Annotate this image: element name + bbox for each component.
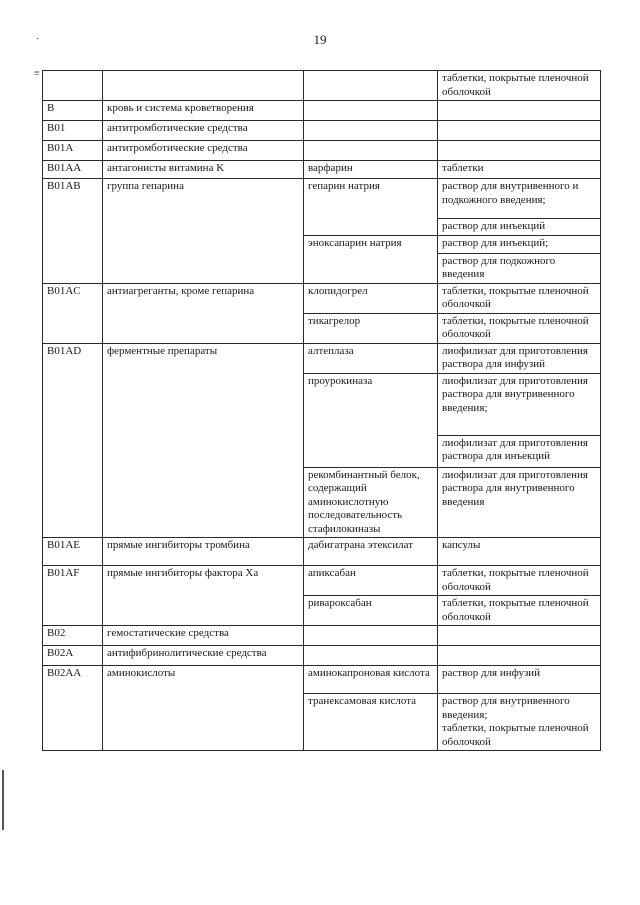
dosage-form <box>438 121 601 141</box>
dosage-form: лиофилизат для приготовления раствора для инфузий <box>438 343 601 373</box>
dosage-form <box>438 141 601 161</box>
atc-group: антитромботические средства <box>103 121 304 141</box>
dosage-form <box>438 101 601 121</box>
atc-code: B01AA <box>43 161 103 179</box>
table-row <box>43 161 601 179</box>
table-row <box>43 101 601 121</box>
drug-name: апиксабан <box>304 566 438 596</box>
drug-name <box>304 101 438 121</box>
atc-code: B01AB <box>43 179 103 284</box>
drug-name <box>304 121 438 141</box>
dosage-form: раствор для внутривенного и подкожного введения; <box>438 179 601 219</box>
table-row <box>43 343 601 373</box>
dosage-form: таблетки, покрытые пленочной оболочкой <box>438 596 601 626</box>
dosage-form: лиофилизат для приготовления раствора для инъекций <box>438 435 601 467</box>
atc-code: B02AA <box>43 666 103 751</box>
drug-name <box>304 141 438 161</box>
drug-name: алтеплаза <box>304 343 438 373</box>
atc-code: B01AE <box>43 538 103 566</box>
table-row <box>43 179 601 219</box>
dosage-form <box>438 646 601 666</box>
atc-code: B01AF <box>43 566 103 626</box>
dosage-form: таблетки, покрытые пленочной оболочкой <box>438 566 601 596</box>
dosage-form: раствор для инъекций; <box>438 235 601 253</box>
drug-name <box>304 626 438 646</box>
table-row <box>43 626 601 646</box>
drug-name <box>304 71 438 101</box>
scan-edge-mark <box>2 770 4 830</box>
dosage-form: капсулы <box>438 538 601 566</box>
drug-name: рекомбинантный белок, содержащий аминокислотную последовательность стафилокиназы <box>304 467 438 538</box>
drug-name: транексамовая кислота <box>304 694 438 751</box>
drug-name <box>304 646 438 666</box>
atc-code: B02 <box>43 626 103 646</box>
dosage-form: таблетки <box>438 161 601 179</box>
drug-name: аминокапроновая кислота <box>304 666 438 694</box>
drug-name: гепарин натрия <box>304 179 438 236</box>
atc-code: B01AD <box>43 343 103 538</box>
drug-list-table <box>42 70 601 751</box>
page-number: 19 <box>313 32 327 47</box>
atc-group: антитромботические средства <box>103 141 304 161</box>
drug-name: ривароксабан <box>304 596 438 626</box>
dosage-form: раствор для подкожного введения <box>438 253 601 283</box>
table-row <box>43 538 601 566</box>
table-row <box>43 566 601 596</box>
table-row <box>43 141 601 161</box>
dosage-form: раствор для внутривенного введения; таблетки, покрытые пленочной оболочкой <box>438 694 601 751</box>
drug-name: клопидогрел <box>304 283 438 313</box>
drug-name: дабигатрана этексилат <box>304 538 438 566</box>
atc-code: B <box>43 101 103 121</box>
atc-group: группа гепарина <box>103 179 304 284</box>
table-row <box>43 121 601 141</box>
atc-code: B01AC <box>43 283 103 343</box>
table-row <box>43 646 601 666</box>
atc-group: ферментные препараты <box>103 343 304 538</box>
dosage-form: раствор для инфузий <box>438 666 601 694</box>
atc-group <box>103 71 304 101</box>
dosage-form <box>438 626 601 646</box>
drug-name: проурокиназа <box>304 373 438 467</box>
drug-name: тикагрелор <box>304 313 438 343</box>
drug-name: варфарин <box>304 161 438 179</box>
atc-group: прямые ингибиторы тромбина <box>103 538 304 566</box>
table-row <box>43 283 601 313</box>
dosage-form: раствор для инъекций <box>438 219 601 236</box>
atc-code: B02A <box>43 646 103 666</box>
table-row <box>43 666 601 694</box>
margin-dot: · <box>36 34 40 45</box>
atc-group: аминокислоты <box>103 666 304 751</box>
drug-name: эноксапарин натрия <box>304 235 438 283</box>
atc-group: гемостатические средства <box>103 626 304 646</box>
dosage-form: лиофилизат для приготовления раствора для внутривенного введения <box>438 467 601 538</box>
atc-group: антагонисты витамина K <box>103 161 304 179</box>
atc-code: B01A <box>43 141 103 161</box>
margin-tick: ≡ <box>34 68 40 79</box>
atc-code <box>43 71 103 101</box>
dosage-form: таблетки, покрытые пленочной оболочкой <box>438 283 601 313</box>
table-row <box>43 71 601 101</box>
dosage-form: лиофилизат для приготовления раствора для внутривенного введения; <box>438 373 601 435</box>
dosage-form: таблетки, покрытые пленочной оболочкой <box>438 313 601 343</box>
atc-group: антиагреганты, кроме гепарина <box>103 283 304 343</box>
atc-group: антифибринолитические средства <box>103 646 304 666</box>
atc-code: B01 <box>43 121 103 141</box>
atc-group: кровь и система кроветворения <box>103 101 304 121</box>
atc-group: прямые ингибиторы фактора Xa <box>103 566 304 626</box>
dosage-form: таблетки, покрытые пленочной оболочкой <box>438 71 601 101</box>
